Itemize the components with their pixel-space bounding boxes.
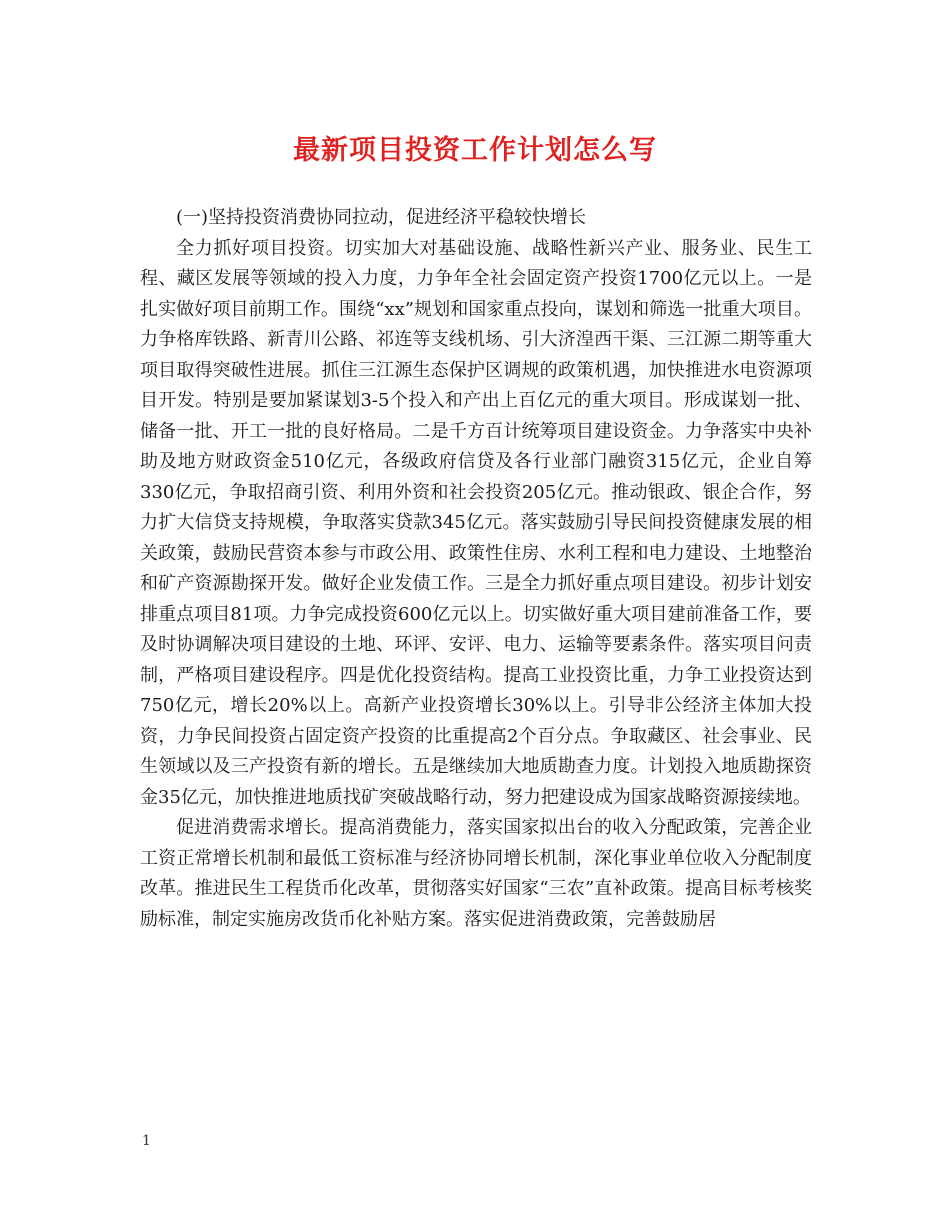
page-number: 1: [142, 1133, 151, 1149]
section-heading: (一)坚持投资消费协同拉动，促进经济平稳较快增长: [176, 207, 587, 228]
paragraph-consumption-demand: 促进消费需求增长。提高消费能力，落实国家拟出台的收入分配政策，完善企业工资正常增长机制和最低工资标准与经济协同增长机制，深化事业单位收入分配制度改革。推进民生工程货币化改革，贯彻落实好国家“三农”直补政策。提高目标考核奖励标准，制定实施房改货币化补贴方案。落实促进消费政策，完善鼓励居: [140, 817, 812, 930]
document-title: 最新项目投资工作计划怎么写: [293, 135, 657, 166]
document-body: [140, 203, 812, 935]
paragraph-project-investment: 全力抓好项目投资。切实加大对基础设施、战略性新兴产业、服务业、民生工程、藏区发展等领域的投入力度，力争年全社会固定资产投资1700亿元以上。一是扎实做好项目前期工作。围绕“xx”规划和国家重点投向，谋划和筛选一批重大项目。力争格库铁路、新青川公路、祁连等支线机场、引大济湟西干渠、三江源二期等重大项目取得突破性进展。抓住三江源生态保护区调规的政策机遇，加快推进水电资源项目开发。特别是要加紧谋划3-5个投入和产出上百亿元的重大项目。形成谋划一批、储备一批、开工一批的良好格局。二是千方百计统筹项目建设资金。力争落实中央补助及地方财政资金510亿元，各级政府信贷及各行业部门融资315亿元，企业自筹330亿元，争取招商引资、利用外资和社会投资205亿元。推动银政、银企合作，努力扩大信贷支持规模，争取落实贷款345亿元。落实鼓励引导民间投资健康发展的相关政策，鼓励民营资本参与市政公用、政策性住房、水利工程和电力建设、土地整治和矿产资源勘探开发。做好企业发债工作。三是全力抓好重点项目建设。初步计划安排重点项目81项。力争完成投资600亿元以上。切实做好重大项目建前准备工作，要及时协调解决项目建设的土地、环评、安评、电力、运输等要素条件。落实项目问责制，严格项目建设程序。四是优化投资结构。提高工业投资比重，力争工业投资达到750亿元，增长20%以上。高新产业投资增长30%以上。引导非公经济主体加大投资，力争民间投资占固定资产投资的比重提高2个百分点。争取藏区、社会事业、民生领域以及三产投资有新的增长。五是继续加大地质勘查力度。计划投入地质勘探资金35亿元，加快推进地质找矿突破战略行动，努力把建设成为国家战略资源接续地。: [140, 237, 812, 808]
